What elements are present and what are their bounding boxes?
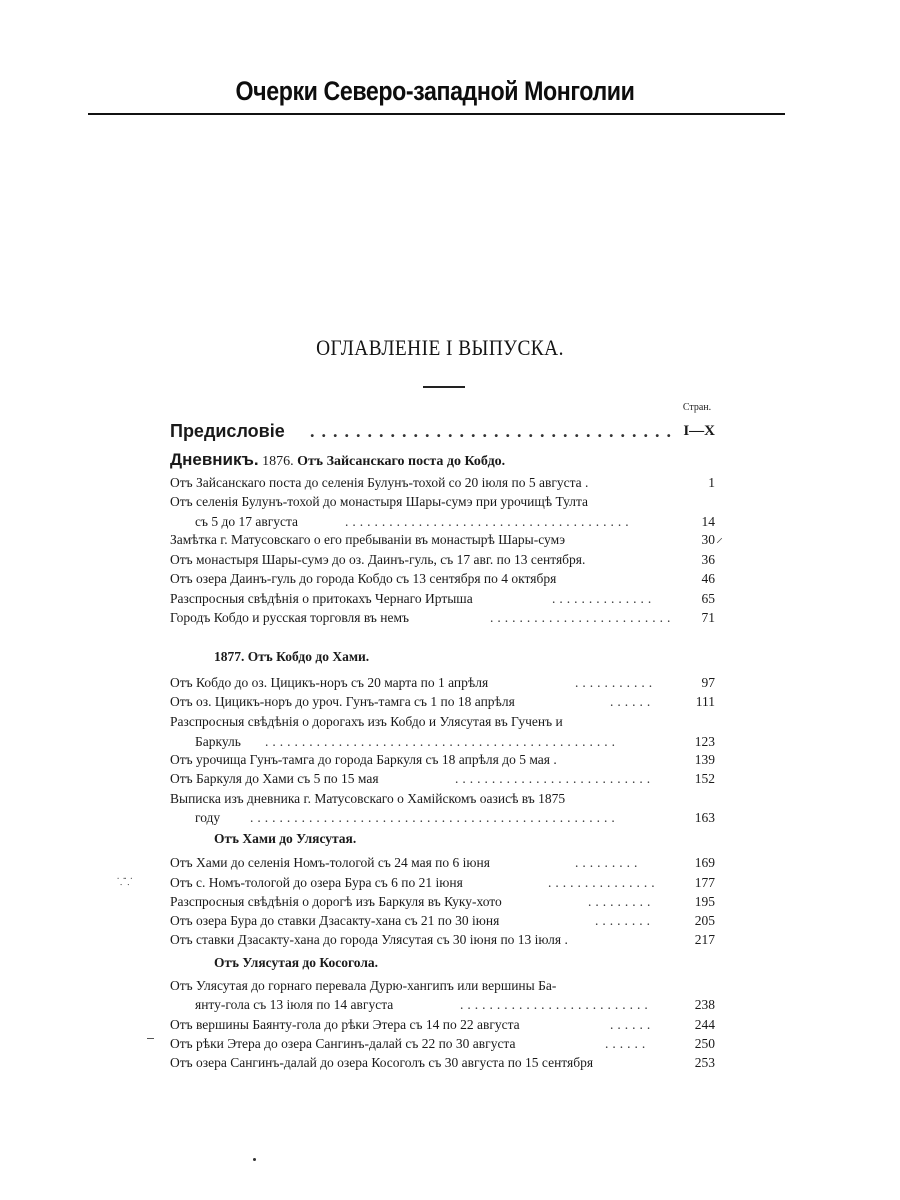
section-heading-hami-ulyasutai: Отъ Хами до Улясутая. — [214, 831, 357, 846]
toc-entry[interactable]: Отъ Баркуля до Хами съ 5 по 15 мая ........................... 152 — [170, 771, 715, 786]
diary-route: Отъ Зайсанскаго поста до Кобдо. — [297, 454, 506, 469]
toc-entry[interactable]: Отъ вершины Баянту-гола до рѣки Этера съ 14 по 22 августа ...... 244 — [170, 1017, 715, 1032]
toc-entry[interactable]: Отъ рѣки Этера до озера Сангинъ-далай съ 22 по 30 августа ...... 250 — [170, 1036, 715, 1051]
toc-entry[interactable]: Отъ озера Даинъ-гуль до города Кобдо съ 13 сентября по 4 октября 46 — [170, 571, 715, 586]
toc-entry[interactable]: Отъ озера Сангинъ-далай до озера Косоголъ съ 30 августа по 15 сентября 253 — [170, 1055, 715, 1070]
toc-entry[interactable]: Разспросныя свѣдѣнія о дорогахъ изъ Кобдо и Улясутая въ Гученъ и — [170, 714, 563, 729]
toc-entry[interactable]: Отъ с. Номъ-тологой до озера Бура съ 6 по 21 іюня ............... 177 — [170, 875, 715, 890]
toc-entry[interactable]: Баркуль ................................................ 123 — [195, 734, 715, 749]
toc-entry[interactable]: Отъ Зайсанскаго поста до селенія Булунъ-тохой со 20 іюля по 5 августа . 1 — [170, 475, 715, 490]
toc-divider — [423, 386, 465, 388]
toc-entry[interactable]: Отъ озера Бура до ставки Дзасакту-хана съ 21 по 30 іюня ........ 205 — [170, 913, 715, 928]
toc-entry[interactable]: Отъ Хами до селенія Номъ-тологой съ 24 мая по 6 іюня ......... 169 — [170, 855, 715, 870]
toc-entry-preface[interactable]: Предисловіе ................................ I—X — [170, 421, 715, 441]
toc-title: ОГЛАВЛЕНІЕ I ВЫПУСКА. — [316, 335, 564, 360]
toc-entry[interactable]: съ 5 до 17 августа ....................................... 14 — [195, 514, 715, 529]
diary-year: 1876. — [262, 454, 294, 469]
diary-word: Дневникъ. — [170, 450, 259, 469]
diary-heading — [170, 450, 730, 472]
header-rule — [88, 113, 785, 115]
margin-pencil-mark: ⸝ — [716, 530, 723, 546]
toc-entry[interactable]: Отъ Улясутая до горнаго перевала Дурю-хангипъ или вершины Ба- — [170, 978, 557, 993]
section-heading-ulyasutai-kosogol: Отъ Улясутая до Косогола. — [214, 955, 379, 970]
toc-entry[interactable]: Разспросныя свѣдѣнія о дорогѣ изъ Баркуля въ Куку-хото ......... 195 — [170, 894, 715, 909]
toc-entry[interactable]: Отъ ставки Дзасакту-хана до города Улясутая съ 30 іюня по 13 іюля . 217 — [170, 932, 715, 947]
scan-speck — [253, 1158, 256, 1161]
margin-scribble: ⸪⸪ — [117, 877, 132, 888]
book-title: Очерки Северо-западной Монголии — [235, 76, 635, 106]
page-column-label: Стран. — [682, 402, 712, 413]
toc-entry[interactable]: Выписка изъ дневника г. Матусовскаго о Хамійскомъ оазисѣ въ 1875 — [170, 791, 566, 806]
section-heading-kobdo-hami: 1877. Отъ Кобдо до Хами. — [214, 649, 370, 664]
toc-entry[interactable]: Отъ монастыря Шары-сумэ до оз. Даинъ-гуль, съ 17 авг. по 13 сентября. 36 — [170, 552, 715, 567]
preface-label: Предисловіе — [170, 421, 285, 441]
toc-entry[interactable]: году .................................................. 163 — [195, 810, 715, 825]
toc-entry[interactable]: Отъ оз. Цицикъ-норъ до уроч. Гунъ-тамга съ 1 по 18 апрѣля ...... 111 — [170, 694, 715, 709]
margin-dash — [147, 1038, 154, 1039]
toc-entry[interactable]: Городъ Кобдо и русская торговля въ немъ ......................... 71 — [170, 610, 715, 625]
toc-entry[interactable]: Разспросныя свѣдѣнія о притокахъ Чернаго Иртыша .............. 65 — [170, 591, 715, 606]
preface-pages: I—X — [683, 423, 715, 439]
toc-entry[interactable]: Отъ урочища Гунъ-тамга до города Баркуля съ 18 апрѣля до 5 мая . 139 — [170, 752, 715, 767]
toc-entry[interactable]: янту-гола съ 13 іюля по 14 августа .......................... 238 — [195, 997, 715, 1012]
toc-entry[interactable]: Отъ Кобдо до оз. Цицикъ-норъ съ 20 марта по 1 апрѣля ........... 97 — [170, 675, 715, 690]
toc-entry[interactable]: Отъ селенія Булунъ-тохой до монастыря Шары-сумэ при урочищѣ Тулта — [170, 494, 589, 509]
toc-entry[interactable]: Замѣтка г. Матусовскаго о его пребываніи въ монастырѣ Шары-сумэ 30 — [170, 532, 715, 547]
